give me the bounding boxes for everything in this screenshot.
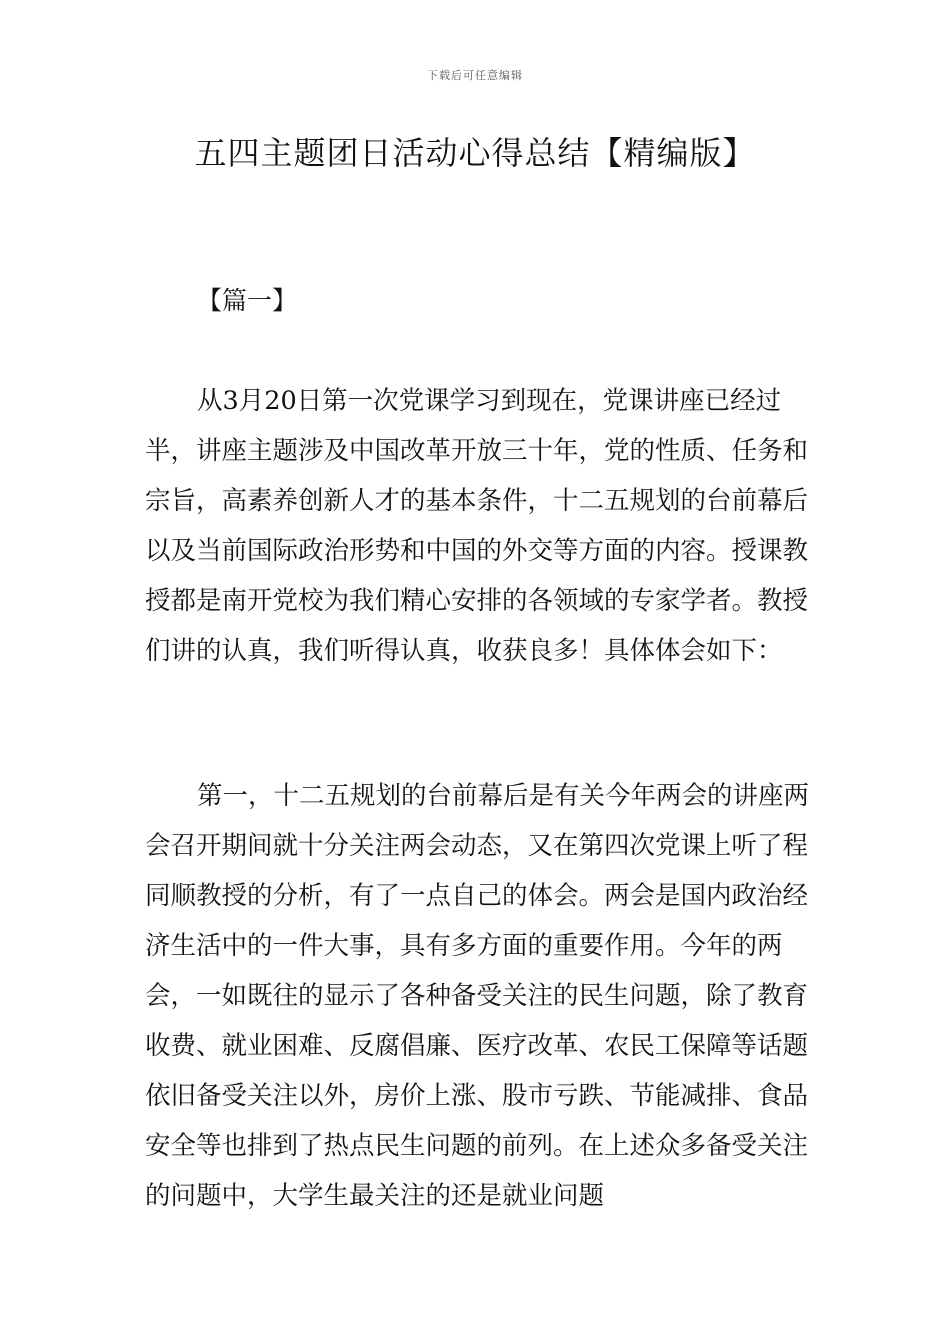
section-heading: 【篇一】: [197, 286, 298, 315]
body-paragraph-2: 第一，十二五规划的台前幕后是有关今年两会的讲座两会召开期间就十分关注两会动态，又在第四次党课上听了程同顺教授的分析，有了一点自己的体会。两会是国内政治经济生活中的一件大事，具有多方面的重要作用。今年的两会，一如既往的显示了各种备受关注的民生问题，除了教育收费、就业困难、反腐倡廉、医疗改革、农民工保障等话题依旧备受关注以外，房价上涨、股市亏跌、节能减排、食品安全等也排到了热点民生问题的前列。在上述众多备受关注的问题中，大学生最关注的还是就业问题: [145, 781, 810, 1211]
body-paragraph-1: 从3月20日第一次党课学习到现在，党课讲座已经过半，讲座主题涉及中国改革开放三十年，党的性质、任务和宗旨，高素养创新人才的基本条件，十二五规划的台前幕后以及当前国际政治形势和中国的外交等方面的内容。授课教授都是南开党校为我们精心安排的各领域的专家学者。教授们讲的认真，我们听得认真，收获良多！具体体会如下：: [145, 386, 809, 666]
document-title: 五四主题团日活动心得总结【精编版】: [194, 134, 756, 172]
header-note: 下载后可任意编辑: [427, 69, 523, 82]
